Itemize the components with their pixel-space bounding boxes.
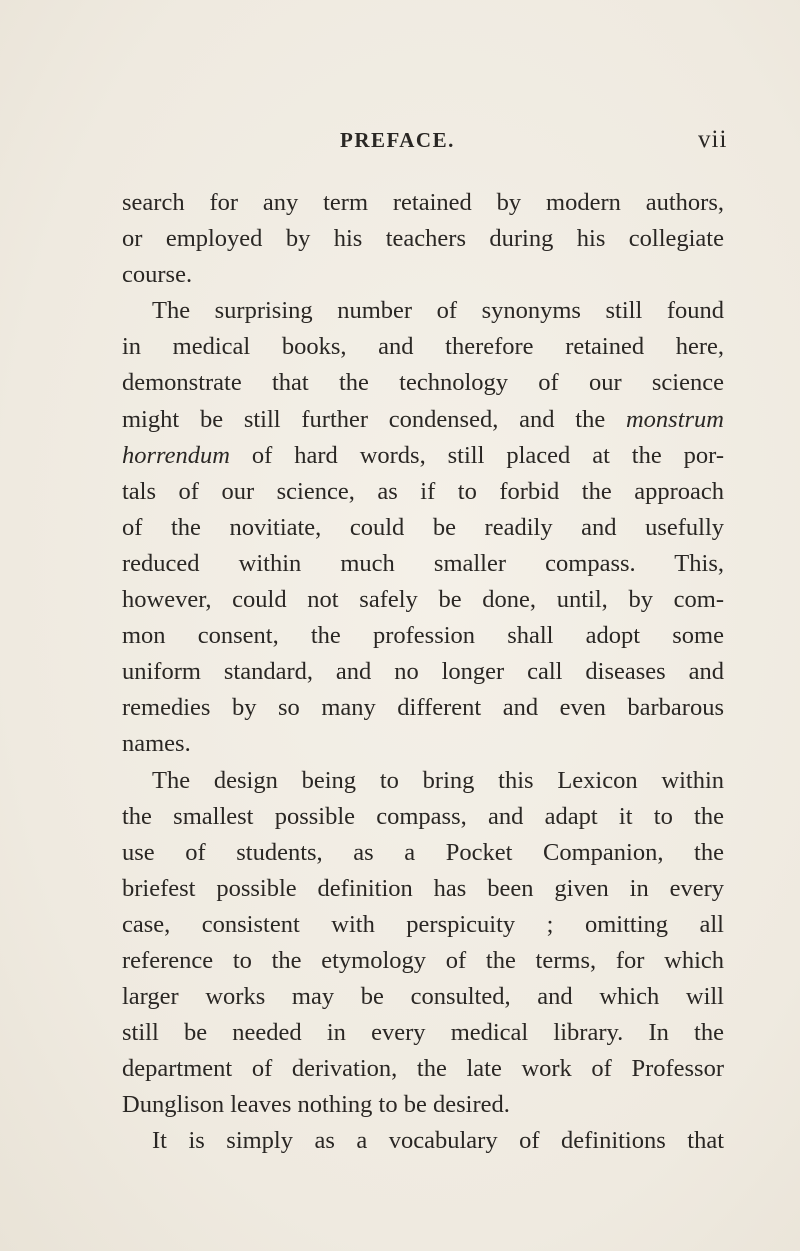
text-line: search for any term retained by modern authors, — [122, 189, 724, 216]
text-line: use of students, as a Pocket Companion, the — [122, 838, 724, 866]
running-title: PREFACE. — [340, 128, 455, 152]
text-line: horrendum of hard words, still placed at the por- — [122, 441, 724, 469]
text-line: Dunglison leaves nothing to be desired. — [122, 1091, 510, 1119]
text-line: larger works may be consulted, and which will — [122, 983, 724, 1011]
text-line: the smallest possible compass, and adapt it to the — [122, 802, 724, 830]
text-line: names. — [122, 730, 191, 758]
paragraph-start-line: The surprising number of synonyms still found — [152, 297, 724, 325]
text-line: might be still further condensed, and the monstrum — [122, 405, 724, 433]
text-line: course. — [122, 261, 193, 289]
italic-phrase: monstrum — [625, 405, 724, 433]
paragraph-start-line: The design being to bring this Lexicon within — [152, 766, 724, 794]
paragraph-start-line: It is simply as a vocabulary of definitions that — [152, 1127, 724, 1155]
text-line: demonstrate that the technology of our science — [122, 369, 724, 397]
text-line: tals of our science, as if to forbid the approach — [122, 477, 724, 505]
text-line: case, consistent with perspicuity ; omitting all — [122, 910, 724, 938]
text-line: remedies by so many different and even barbarous — [122, 694, 724, 722]
text-line: or employed by his teachers during his collegiate — [122, 225, 724, 253]
text-line: mon consent, the profession shall adopt some — [122, 622, 724, 650]
text-line: uniform standard, and no longer call diseases and — [122, 658, 724, 686]
text-line: however, could not safely be done, until, by com- — [122, 586, 724, 614]
text-line: still be needed in every medical library. In the — [122, 1019, 724, 1047]
body-text — [122, 185, 724, 1160]
text-line: of the novitiate, could be readily and usefully — [122, 513, 724, 541]
text-line: reference to the etymology of the terms, for which — [122, 946, 724, 974]
text-line: reduced within much smaller compass. This, — [122, 549, 724, 577]
running-head — [0, 128, 800, 168]
text-line: briefest possible definition has been given in every — [122, 874, 724, 902]
italic-phrase: horrendum — [122, 441, 230, 469]
text-line: department of derivation, the late work of Professor — [122, 1055, 724, 1083]
text-line: in medical books, and therefore retained here, — [122, 333, 724, 361]
page-number: vii — [698, 126, 728, 153]
